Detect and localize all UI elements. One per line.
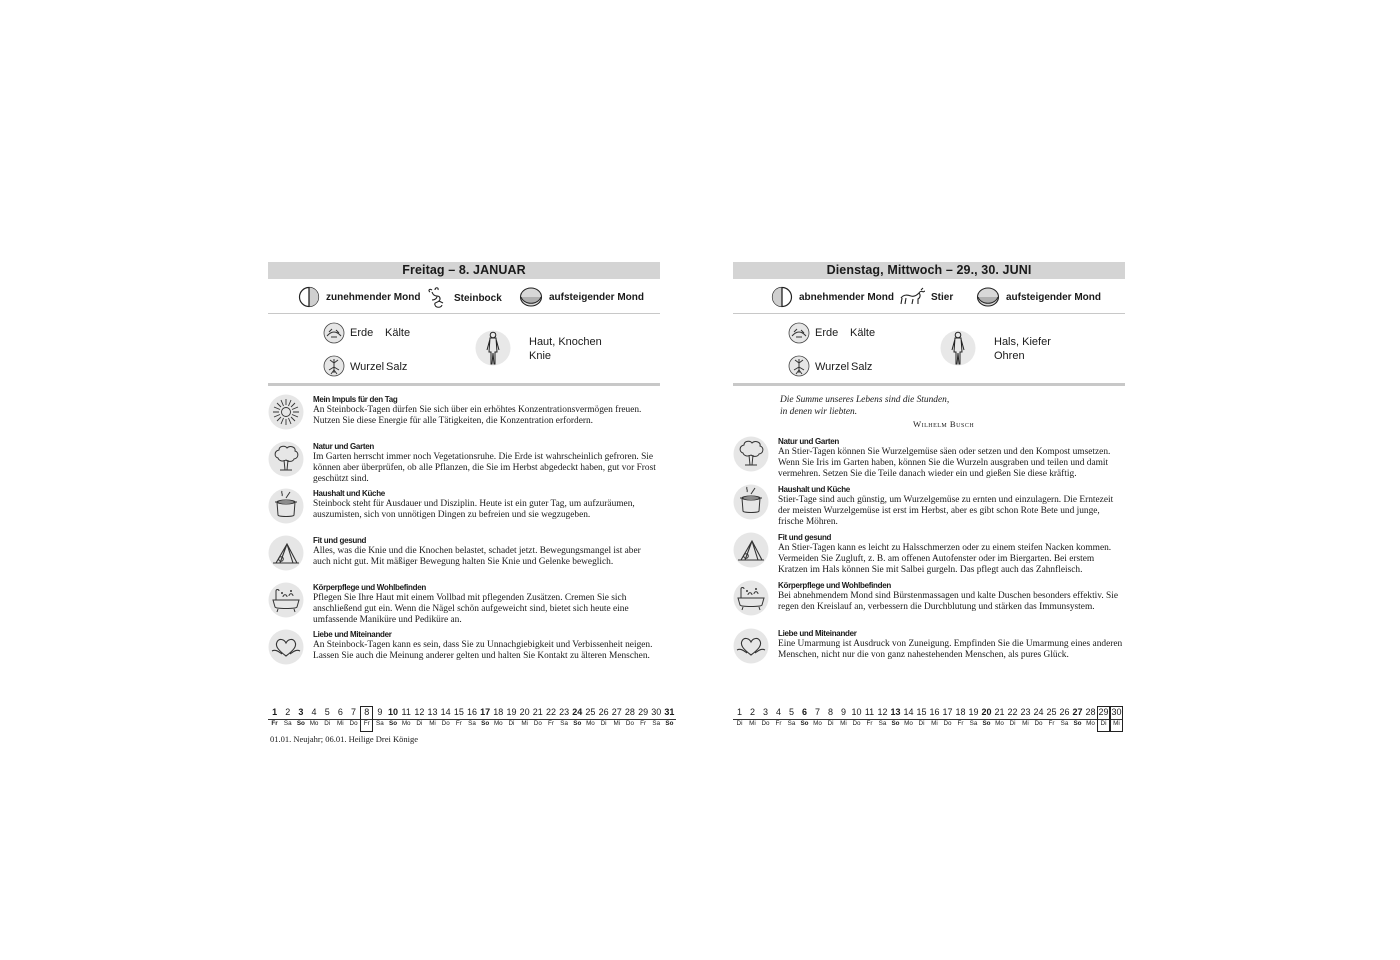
calendar-date: 3 [762, 707, 768, 717]
element-row [733, 314, 1125, 386]
calendar-selected-day-box [1097, 706, 1110, 732]
calendar-weekday: So [481, 720, 490, 727]
calendar-weekday: Sa [283, 720, 292, 727]
waning-moon-icon [771, 286, 793, 308]
calendar-date: 21 [994, 707, 1005, 717]
section-household [268, 488, 660, 532]
yoga-pose-icon [268, 535, 304, 571]
section-title: Liebe und Miteinander [778, 629, 857, 638]
calendar-weekday: So [573, 720, 582, 727]
calendar-weekday: Di [1009, 720, 1016, 727]
footnote-holidays: 01.01. Neujahr; 06.01. Heilige Drei Könige [270, 734, 419, 744]
calendar-date: 8 [364, 707, 370, 717]
calendar-weekday: Mi [1113, 720, 1120, 727]
calendar-weekday: Fr [363, 720, 370, 727]
calendar-date: 12 [414, 707, 425, 717]
calendar-weekday: So [800, 720, 809, 727]
bathtub-icon [733, 580, 769, 616]
moon-info-row [733, 279, 1125, 314]
section-text: Stier-Tage sind auch günstig, um Wurzelgemüse zu ernten und einzulagern. Die Erntezeit der meisten Wurzelgemüse ist erst im Herbst, aber es gibt schon Rote Bete und junge, frische Möhren. [778, 495, 1114, 527]
calendar-weekday: Do [533, 720, 542, 727]
section-text: Eine Umarmung ist Ausdruck von Zuneigung. Empfinden Sie die Umarmung eines anderen Menschen, nicht nur die von ganz nahestehenden Menschen, als pures Glück. [778, 639, 1123, 660]
calendar-weekday: Di [1100, 720, 1107, 727]
earth-element-icon [788, 322, 810, 344]
section-fitness [733, 532, 1125, 576]
calendar-date: 27 [611, 707, 622, 717]
calendar-date: 23 [559, 707, 570, 717]
section-title: Körperpflege und Wohlbefinden [313, 583, 426, 592]
section-title: Natur und Garten [313, 442, 374, 451]
calendar-weekday: Do [441, 720, 450, 727]
calendar-weekday: So [296, 720, 305, 727]
calendar-date: 20 [981, 707, 992, 717]
calendar-date: 8 [827, 707, 833, 717]
section-title: Fit und gesund [778, 533, 832, 542]
section-bodycare [268, 582, 660, 626]
calendar-date: 2 [749, 707, 755, 717]
calendar-weekday: Di [508, 720, 515, 727]
moon-phase-label: zunehmender Mond [326, 291, 421, 303]
section-fitness [268, 535, 660, 579]
moon-direction-label: aufsteigender Mond [549, 291, 645, 303]
calendar-weekday: Fr [1048, 720, 1055, 727]
section-garden [733, 436, 1125, 480]
calendar-date: 23 [1020, 707, 1031, 717]
calendar-date: 28 [1085, 707, 1096, 717]
tree-icon [268, 441, 304, 477]
section-text: Steinbock steht für Ausdauer und Disziplin. Heute ist ein guter Tag, um aufzuräumen, auszumisten, sich von unnötigen Dingen zu befreien und sie wegzugeben. [313, 499, 635, 520]
section-title: Haushalt und Küche [313, 489, 385, 498]
section-title: Mein Impuls für den Tag [313, 395, 398, 404]
section-impulse [268, 394, 660, 438]
calendar-date: 28 [624, 707, 635, 717]
calendar-date: 21 [532, 707, 543, 717]
calendar-date: 27 [1072, 707, 1083, 717]
calendar-date: 18 [493, 707, 504, 717]
month-calendar-strip [733, 707, 1123, 731]
calendar-weekday: Do [852, 720, 861, 727]
body-parts-line1: Haut, Knochen [529, 336, 602, 348]
calendar-weekday: Mi [749, 720, 756, 727]
zodiac-label: Stier [931, 291, 954, 303]
calendar-weekday: So [389, 720, 398, 727]
calendar-weekday: Di [600, 720, 607, 727]
yoga-pose-icon [733, 532, 769, 568]
section-title: Liebe und Miteinander [313, 630, 392, 639]
moon-direction [976, 286, 1101, 308]
section-text: Im Garten herrscht immer noch Vegetationsruhe. Die Erde ist wahrscheinlich gefroren. Sie können aber überprüfen, ob alle Pflanzen, die Sie im Herbst abgedeckt haben, gut vor Frost geschützt sind. [313, 452, 656, 484]
moon-info-row [268, 279, 660, 314]
calendar-weekday: Fr [866, 720, 873, 727]
calendar-date: 16 [929, 707, 940, 717]
section-bodycare [733, 580, 1125, 624]
calendar-weekday: Di [918, 720, 925, 727]
calendar-weekday: Di [736, 720, 743, 727]
calendar-date: 7 [351, 707, 357, 717]
calendar-date: 30 [1111, 707, 1122, 717]
section-household [733, 484, 1125, 528]
calendar-weekday: Fr [271, 720, 278, 727]
calendar-weekday: Di [324, 720, 331, 727]
calendar-weekday: Mo [493, 720, 503, 727]
moon-phase [298, 286, 420, 308]
calendar-weekday: Mo [904, 720, 913, 727]
calendar-weekday: Mi [840, 720, 847, 727]
calendar-weekday: Sa [969, 720, 978, 727]
calendar-date: 2 [285, 707, 291, 717]
section-love [733, 628, 1125, 672]
section-title: Fit und gesund [313, 536, 367, 545]
calendar-date: 24 [1033, 707, 1044, 717]
calendar-weekday: Do [1034, 720, 1043, 727]
calendar-date: 10 [851, 707, 862, 717]
earth-element-icon [323, 322, 345, 344]
calendar-weekday: Sa [787, 720, 796, 727]
quote-line1: Die Summe unseres Lebens sind die Stunden, [780, 395, 950, 405]
plant-label: Wurzel [815, 361, 850, 373]
calendar-date: 31 [664, 707, 675, 717]
calendar-weekday: Mo [995, 720, 1004, 727]
calendar-weekday: Sa [468, 720, 476, 727]
zodiac-label: Steinbock [454, 292, 502, 304]
tree-icon [733, 436, 769, 472]
heart-hands-icon [268, 629, 304, 665]
section-love [268, 629, 660, 673]
left-page [268, 262, 660, 673]
root-plant-icon [788, 355, 810, 377]
calendar-date: 26 [598, 707, 609, 717]
month-calendar-strip [268, 707, 676, 731]
section-text: Pflegen Sie Ihre Haut mit einem Vollbad mit pflegenden Zusätzen. Cremen Sie sich anschließend gut ein. Wenn die Nägel schön aufgeweicht sind, bietet sich heute eine umfassende Maniküre und Pediküre an. [313, 593, 629, 625]
calendar-date: 4 [311, 707, 317, 717]
calendar-weekday: Sa [1060, 720, 1069, 727]
calendar-date: 16 [466, 707, 477, 717]
body-parts-line1: Hals, Kiefer [994, 336, 1051, 348]
calendar-date: 13 [890, 707, 901, 717]
root-plant-icon [323, 355, 345, 377]
cooking-pot-icon [268, 488, 304, 524]
calendar-date: 11 [864, 707, 875, 717]
calendar-weekday: Mi [931, 720, 938, 727]
waxing-moon-icon [298, 286, 320, 308]
calendar-date: 22 [545, 707, 556, 717]
taurus-icon [899, 286, 925, 308]
calendar-weekday: So [1073, 720, 1082, 727]
section-text: Alles, was die Knie und die Knochen belastet, schadet jetzt. Bewegungsmangel ist aber auch nicht gut. Mit mäßiger Bewegung halten Sie Knie und Gelenke beweglich. [313, 546, 641, 567]
calendar-date: 6 [801, 707, 807, 717]
element-label: Erde [350, 327, 374, 339]
calendar-weekday: Sa [878, 720, 887, 727]
calendar-date: 24 [572, 707, 583, 717]
calendar-weekday: Fr [547, 720, 554, 727]
calendar-weekday: Mo [586, 720, 595, 727]
calendar-weekday: Mo [813, 720, 822, 727]
calendar-date: 25 [585, 707, 596, 717]
calendar-weekday: Mi [613, 720, 621, 727]
calendar-date: 14 [903, 707, 914, 717]
calendar-date: 5 [324, 707, 330, 717]
calendar-weekday: Fr [775, 720, 782, 727]
calendar-weekday: Di [827, 720, 834, 727]
cooking-pot-icon [733, 484, 769, 520]
nutrient-label: Salz [851, 361, 873, 373]
calendar-date: 25 [1046, 707, 1057, 717]
calendar-date: 15 [916, 707, 927, 717]
calendar-weekday: Mi [429, 720, 436, 727]
calendar-selected-day-box [360, 706, 373, 732]
page-header: Dienstag, Mittwoch – 29., 30. JUNI [733, 262, 1125, 279]
zodiac-sign [426, 286, 502, 310]
calendar-date: 18 [955, 707, 966, 717]
calendar-date: 13 [427, 707, 438, 717]
section-title: Haushalt und Küche [778, 485, 850, 494]
calendar-date: 14 [440, 707, 451, 717]
calendar-date: 9 [840, 707, 846, 717]
moon-direction-label: aufsteigender Mond [1006, 291, 1102, 303]
quote-author: Wilhelm Busch [913, 419, 975, 429]
quote-line2: in denen wir liebten. [780, 406, 858, 417]
calendar-weekday: Do [943, 720, 952, 727]
element-row [268, 314, 660, 386]
calendar-date: 6 [337, 707, 343, 717]
section-title: Körperpflege und Wohlbefinden [778, 581, 891, 590]
body-parts-line2: Knie [529, 350, 552, 362]
right-page [733, 262, 1125, 672]
section-text: An Steinbock-Tagen dürfen Sie sich über ein erhöhtes Konzentrationsvermögen freuen. Nutzen Sie diese Energie für alle Tätigkeiten, die Konzentration erfordern. [313, 405, 642, 426]
section-text: An Stier-Tagen kann es leicht zu Halsschmerzen oder zu einem steifen Nacken kommen. Vermeiden Sie Zugluft, z. B. am offenen Autofenster oder im Biergarten. Bei erstem Kratzen im Hals können Sie mit Salbei gurgeln. Das pflegt auch das Zahnfleisch. [778, 543, 1112, 575]
calendar-weekday: So [665, 720, 674, 727]
calendar-date: 30 [651, 707, 662, 717]
calendar-weekday: Sa [560, 720, 568, 727]
moon-phase-label: abnehmender Mond [799, 291, 895, 303]
calendar-date: 1 [736, 707, 742, 717]
climate-label: Kälte [385, 327, 411, 339]
calendar-date: 29 [1098, 707, 1109, 717]
calendar-date: 17 [480, 707, 491, 717]
calendar-date: 26 [1059, 707, 1070, 717]
calendar-date: 19 [968, 707, 979, 717]
calendar-selected-day-box [1110, 706, 1123, 732]
section-garden [268, 441, 660, 485]
calendar-date: 10 [388, 707, 399, 717]
calendar-weekday: Mi [337, 720, 344, 727]
calendar-weekday: So [982, 720, 991, 727]
body-figure-icon [475, 328, 511, 368]
calendar-date: 12 [877, 707, 888, 717]
calendar-weekday: Mo [401, 720, 411, 727]
calendar-date: 19 [506, 707, 517, 717]
calendar-weekday: Mo [1086, 720, 1095, 727]
heart-hands-icon [733, 628, 769, 664]
sun-icon [268, 394, 304, 430]
calendar-date: 7 [814, 707, 820, 717]
section-text: An Stier-Tagen können Sie Wurzelgemüse säen oder setzen und den Kompost umsetzen. Wenn Sie Iris im Garten haben, können Sie die Wurzeln ausgraben und teilen und damit vermehren. Setzen Sie die Teile danach wieder ein und gießen Sie diese kräftig. [778, 447, 1111, 479]
calendar-weekday: Di [416, 720, 423, 727]
calendar-weekday: Do [625, 720, 634, 727]
calendar-date: 20 [519, 707, 530, 717]
bathtub-icon [268, 582, 304, 618]
calendar-weekday: Mo [309, 720, 319, 727]
ascending-moon-icon [519, 286, 543, 308]
calendar-date: 3 [298, 707, 304, 717]
capricorn-icon [426, 286, 448, 310]
climate-label: Kälte [850, 327, 876, 339]
calendar-weekday: Fr [455, 720, 462, 727]
calendar-weekday: Do [349, 720, 358, 727]
moon-direction [519, 286, 644, 308]
nutrient-label: Salz [386, 361, 408, 373]
calendar-weekday: Fr [640, 720, 647, 727]
calendar-date: 9 [377, 707, 383, 717]
calendar-date: 17 [942, 707, 953, 717]
calendar-date: 29 [638, 707, 649, 717]
plant-label: Wurzel [350, 361, 385, 373]
calendar-date: 4 [775, 707, 781, 717]
element-label: Erde [815, 327, 839, 339]
calendar-weekday: So [891, 720, 900, 727]
section-title: Natur und Garten [778, 437, 839, 446]
calendar-weekday: Mi [521, 720, 528, 727]
moon-phase [771, 286, 894, 308]
zodiac-sign [899, 286, 953, 308]
ascending-moon-icon [976, 286, 1000, 308]
body-parts-line2: Ohren [994, 350, 1025, 362]
calendar-date: 15 [453, 707, 464, 717]
section-text: Bei abnehmendem Mond sind Bürstenmassagen und kalte Duschen besonders effektiv. Sie regen den Kreislauf an, verbessern die Durchblutung und stärken das Immunsystem. [778, 591, 1119, 612]
calendar-weekday: Fr [957, 720, 964, 727]
calendar-date: 22 [1007, 707, 1018, 717]
calendar-date: 11 [401, 707, 411, 717]
calendar-weekday: Sa [652, 720, 661, 727]
page-header: Freitag – 8. JANUAR [268, 262, 660, 279]
calendar-date: 1 [272, 707, 278, 717]
calendar-weekday: Sa [376, 720, 384, 727]
section-text: An Steinbock-Tagen kann es sein, dass Sie zu Unnachgiebigkeit und Verbissenheit neigen. Lassen Sie auch die Meinung anderer gelten und halten Sie Kontakt zu älteren Menschen. [313, 640, 653, 661]
calendar-weekday: Mi [1022, 720, 1029, 727]
body-figure-icon [940, 328, 976, 368]
calendar-date: 5 [788, 707, 794, 717]
calendar-weekday: Do [761, 720, 770, 727]
